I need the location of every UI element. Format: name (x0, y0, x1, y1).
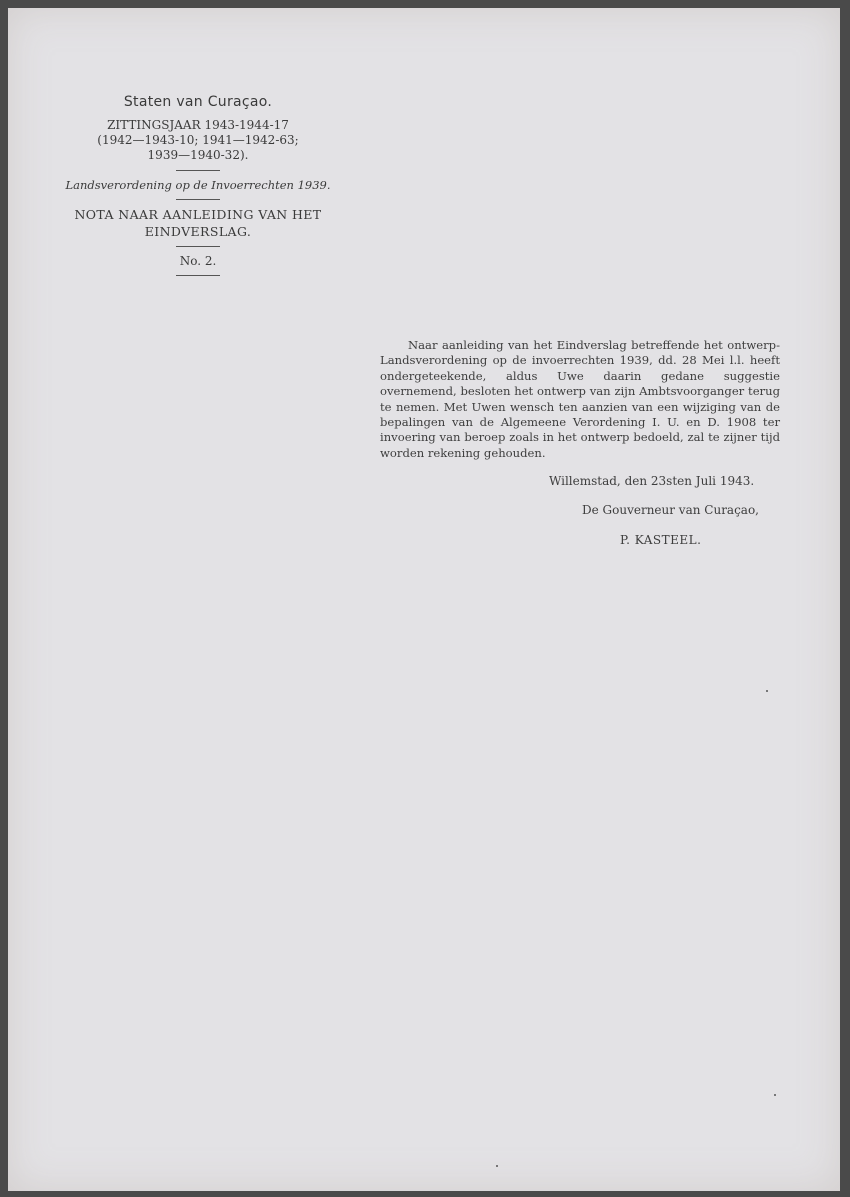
body-text (380, 338, 780, 461)
document-header (48, 94, 348, 283)
paper-speck (774, 1094, 776, 1096)
session-line-1: ZITTINGSJAAR 1943-1944-17 (107, 118, 289, 132)
divider (176, 246, 220, 247)
signature-name: P. KASTEEL. (620, 533, 702, 547)
subject-title: Landsverordening op de Invoerrechten 1939. (65, 178, 331, 192)
document-number: No. 2. (179, 254, 217, 268)
session-line-2: (1942—1943-10; 1941—1942-63; (97, 133, 299, 147)
divider (176, 275, 220, 276)
body-paragraph: Naar aanleiding van het Eindverslag betreffende het ontwerp-Landsverordening op de invoerrechten 1939, dd. 28 Mei l.l. heeft ondergeteekende, aldus Uwe daarin gedane suggestie overnemend, besloten het ontwerp van zijn Ambtsvoorganger terug te nemen. Met Uwen wensch ten aanzien van een wijziging van de bepalingen van de Algemeene Verordening I. U. en D. 1908 ter invoering van beroep zoals in het ontwerp bedoeld, zal te zijner tijd worden rekening gehouden. (380, 338, 780, 460)
divider (176, 199, 220, 200)
divider (176, 170, 220, 171)
institution-name: Staten van Curaçao. (123, 94, 273, 110)
paper-speck (496, 1165, 498, 1167)
document-page (8, 8, 840, 1191)
nota-title-line-2: EINDVERSLAG. (144, 224, 252, 239)
place-date: Willemstad, den 23sten Juli 1943. (549, 474, 755, 488)
session-line-3: 1939—1940-32). (147, 148, 249, 162)
nota-title-line-1: NOTA NAAR AANLEIDING VAN HET (74, 207, 322, 222)
paper-speck (766, 690, 768, 692)
signatory-title: De Gouverneur van Curaçao, (582, 503, 759, 517)
